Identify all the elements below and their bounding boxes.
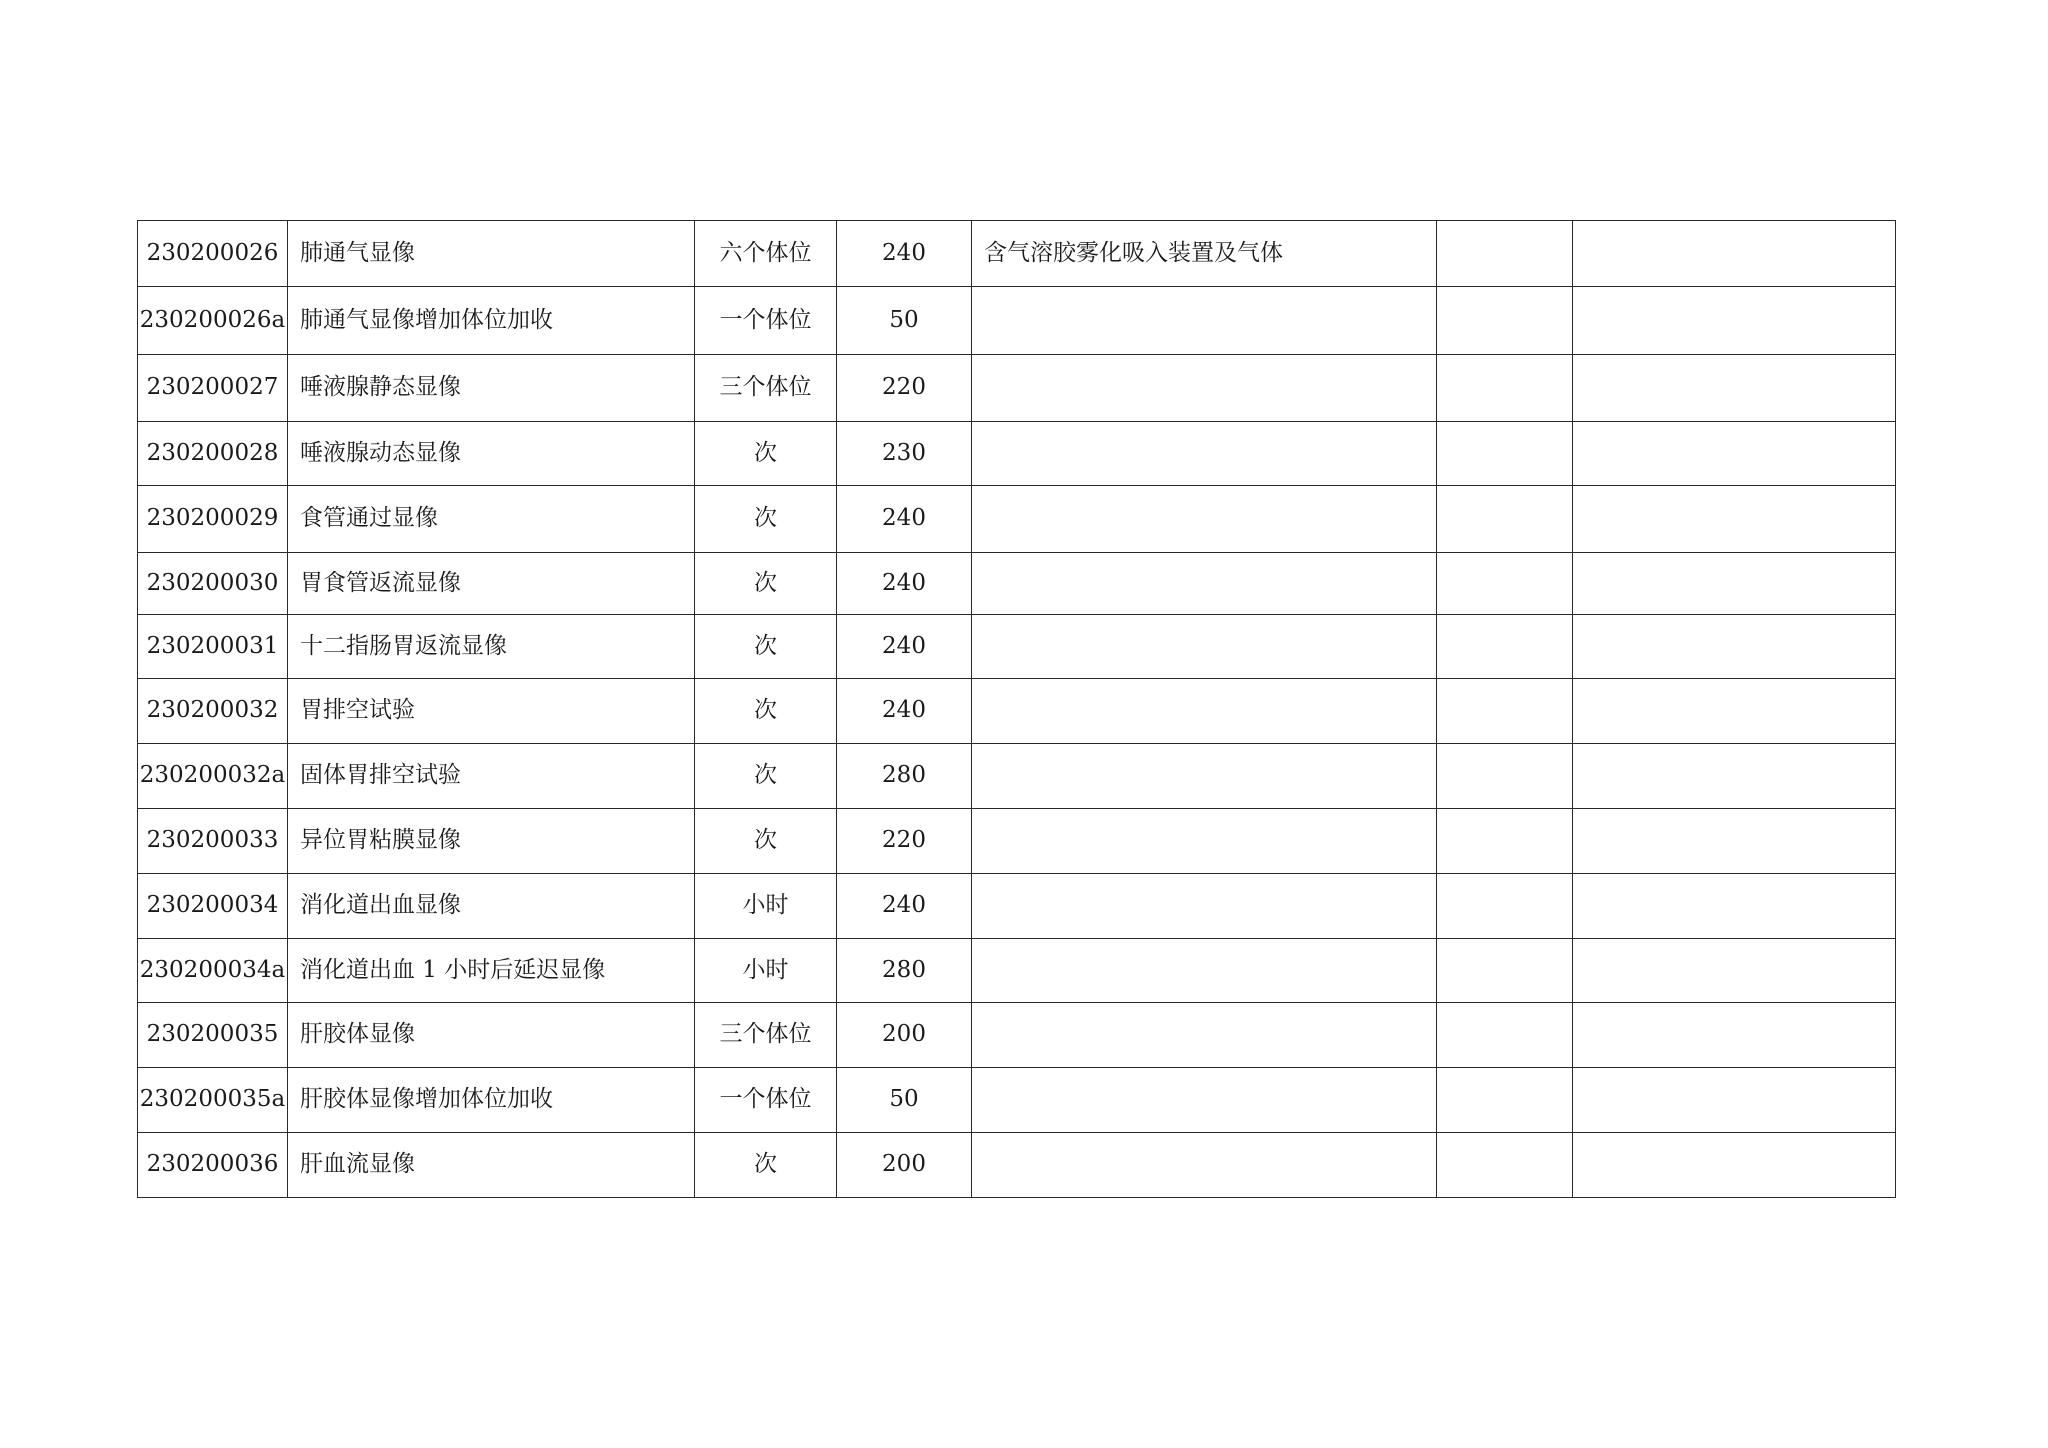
blank-cell bbox=[1573, 553, 1896, 615]
item-name-cell: 肝血流显像 bbox=[288, 1133, 695, 1198]
blank-cell bbox=[1573, 679, 1896, 744]
blank-cell bbox=[1573, 809, 1896, 874]
price-cell: 220 bbox=[837, 355, 972, 422]
item-name-cell: 消化道出血 1 小时后延迟显像 bbox=[288, 939, 695, 1003]
price-cell: 240 bbox=[837, 874, 972, 939]
price-cell: 50 bbox=[837, 287, 972, 355]
price-cell: 220 bbox=[837, 809, 972, 874]
table-row bbox=[138, 422, 1896, 486]
unit-cell: 次 bbox=[695, 744, 837, 809]
blank-cell bbox=[1573, 1133, 1896, 1198]
item-code-cell: 230200031 bbox=[138, 615, 288, 679]
item-code-cell: 230200033 bbox=[138, 809, 288, 874]
unit-cell: 次 bbox=[695, 553, 837, 615]
unit-cell: 一个体位 bbox=[695, 287, 837, 355]
note-cell bbox=[972, 809, 1437, 874]
blank-cell bbox=[1573, 615, 1896, 679]
item-name-cell: 肝胶体显像增加体位加收 bbox=[288, 1068, 695, 1133]
table-row bbox=[138, 553, 1896, 615]
note-cell bbox=[972, 287, 1437, 355]
item-code-cell: 230200032 bbox=[138, 679, 288, 744]
item-code-cell: 230200027 bbox=[138, 355, 288, 422]
item-name-cell: 唾液腺静态显像 bbox=[288, 355, 695, 422]
blank-cell bbox=[1437, 1068, 1573, 1133]
blank-cell bbox=[1437, 355, 1573, 422]
blank-cell bbox=[1437, 615, 1573, 679]
item-code-cell: 230200035a bbox=[138, 1068, 288, 1133]
blank-cell bbox=[1437, 809, 1573, 874]
item-name-cell: 消化道出血显像 bbox=[288, 874, 695, 939]
note-cell bbox=[972, 615, 1437, 679]
table-row bbox=[138, 1068, 1896, 1133]
price-cell: 230 bbox=[837, 422, 972, 486]
note-cell bbox=[972, 422, 1437, 486]
note-cell: 含气溶胶雾化吸入装置及气体 bbox=[972, 221, 1437, 287]
unit-cell: 六个体位 bbox=[695, 221, 837, 287]
blank-cell bbox=[1573, 422, 1896, 486]
table-row bbox=[138, 615, 1896, 679]
price-cell: 240 bbox=[837, 486, 972, 553]
note-cell bbox=[972, 1068, 1437, 1133]
price-cell: 200 bbox=[837, 1003, 972, 1068]
item-code-cell: 230200032a bbox=[138, 744, 288, 809]
blank-cell bbox=[1437, 874, 1573, 939]
blank-cell bbox=[1573, 221, 1896, 287]
blank-cell bbox=[1437, 939, 1573, 1003]
item-code-cell: 230200034a bbox=[138, 939, 288, 1003]
blank-cell bbox=[1437, 287, 1573, 355]
blank-cell bbox=[1437, 744, 1573, 809]
table-row bbox=[138, 679, 1896, 744]
item-name-cell: 异位胃粘膜显像 bbox=[288, 809, 695, 874]
item-code-cell: 230200030 bbox=[138, 553, 288, 615]
note-cell bbox=[972, 1003, 1437, 1068]
unit-cell: 次 bbox=[695, 486, 837, 553]
unit-cell: 小时 bbox=[695, 874, 837, 939]
blank-cell bbox=[1573, 939, 1896, 1003]
item-name-cell: 固体胃排空试验 bbox=[288, 744, 695, 809]
blank-cell bbox=[1437, 221, 1573, 287]
blank-cell bbox=[1437, 1003, 1573, 1068]
note-cell bbox=[972, 355, 1437, 422]
unit-cell: 次 bbox=[695, 809, 837, 874]
blank-cell bbox=[1437, 422, 1573, 486]
table-row bbox=[138, 874, 1896, 939]
note-cell bbox=[972, 744, 1437, 809]
item-code-cell: 230200036 bbox=[138, 1133, 288, 1198]
item-name-cell: 胃食管返流显像 bbox=[288, 553, 695, 615]
price-cell: 240 bbox=[837, 679, 972, 744]
table-row bbox=[138, 486, 1896, 553]
table-row bbox=[138, 939, 1896, 1003]
blank-cell bbox=[1573, 1003, 1896, 1068]
blank-cell bbox=[1437, 1133, 1573, 1198]
unit-cell: 次 bbox=[695, 422, 837, 486]
item-code-cell: 230200029 bbox=[138, 486, 288, 553]
note-cell bbox=[972, 874, 1437, 939]
item-name-cell: 肝胶体显像 bbox=[288, 1003, 695, 1068]
item-code-cell: 230200026 bbox=[138, 221, 288, 287]
price-cell: 280 bbox=[837, 939, 972, 1003]
price-cell: 240 bbox=[837, 553, 972, 615]
table-row bbox=[138, 1133, 1896, 1198]
unit-cell: 次 bbox=[695, 1133, 837, 1198]
price-cell: 50 bbox=[837, 1068, 972, 1133]
note-cell bbox=[972, 486, 1437, 553]
item-name-cell: 肺通气显像增加体位加收 bbox=[288, 287, 695, 355]
item-name-cell: 肺通气显像 bbox=[288, 221, 695, 287]
table-row bbox=[138, 221, 1896, 287]
note-cell bbox=[972, 553, 1437, 615]
blank-cell bbox=[1573, 1068, 1896, 1133]
table-row bbox=[138, 1003, 1896, 1068]
table-row bbox=[138, 355, 1896, 422]
unit-cell: 三个体位 bbox=[695, 355, 837, 422]
blank-cell bbox=[1437, 486, 1573, 553]
item-code-cell: 230200026a bbox=[138, 287, 288, 355]
price-cell: 200 bbox=[837, 1133, 972, 1198]
unit-cell: 三个体位 bbox=[695, 1003, 837, 1068]
table-row bbox=[138, 744, 1896, 809]
unit-cell: 一个体位 bbox=[695, 1068, 837, 1133]
note-cell bbox=[972, 939, 1437, 1003]
item-name-cell: 十二指肠胃返流显像 bbox=[288, 615, 695, 679]
price-cell: 280 bbox=[837, 744, 972, 809]
item-code-cell: 230200034 bbox=[138, 874, 288, 939]
unit-cell: 次 bbox=[695, 679, 837, 744]
table-row bbox=[138, 809, 1896, 874]
table-row bbox=[138, 287, 1896, 355]
item-name-cell: 食管通过显像 bbox=[288, 486, 695, 553]
blank-cell bbox=[1437, 679, 1573, 744]
item-code-cell: 230200028 bbox=[138, 422, 288, 486]
blank-cell bbox=[1573, 355, 1896, 422]
item-name-cell: 胃排空试验 bbox=[288, 679, 695, 744]
table-body bbox=[138, 221, 1896, 1198]
note-cell bbox=[972, 1133, 1437, 1198]
item-code-cell: 230200035 bbox=[138, 1003, 288, 1068]
blank-cell bbox=[1573, 287, 1896, 355]
blank-cell bbox=[1573, 744, 1896, 809]
unit-cell: 小时 bbox=[695, 939, 837, 1003]
price-cell: 240 bbox=[837, 221, 972, 287]
blank-cell bbox=[1573, 486, 1896, 553]
price-cell: 240 bbox=[837, 615, 972, 679]
note-cell bbox=[972, 679, 1437, 744]
blank-cell bbox=[1437, 553, 1573, 615]
item-name-cell: 唾液腺动态显像 bbox=[288, 422, 695, 486]
blank-cell bbox=[1573, 874, 1896, 939]
fee-schedule-table bbox=[137, 220, 1896, 1198]
unit-cell: 次 bbox=[695, 615, 837, 679]
